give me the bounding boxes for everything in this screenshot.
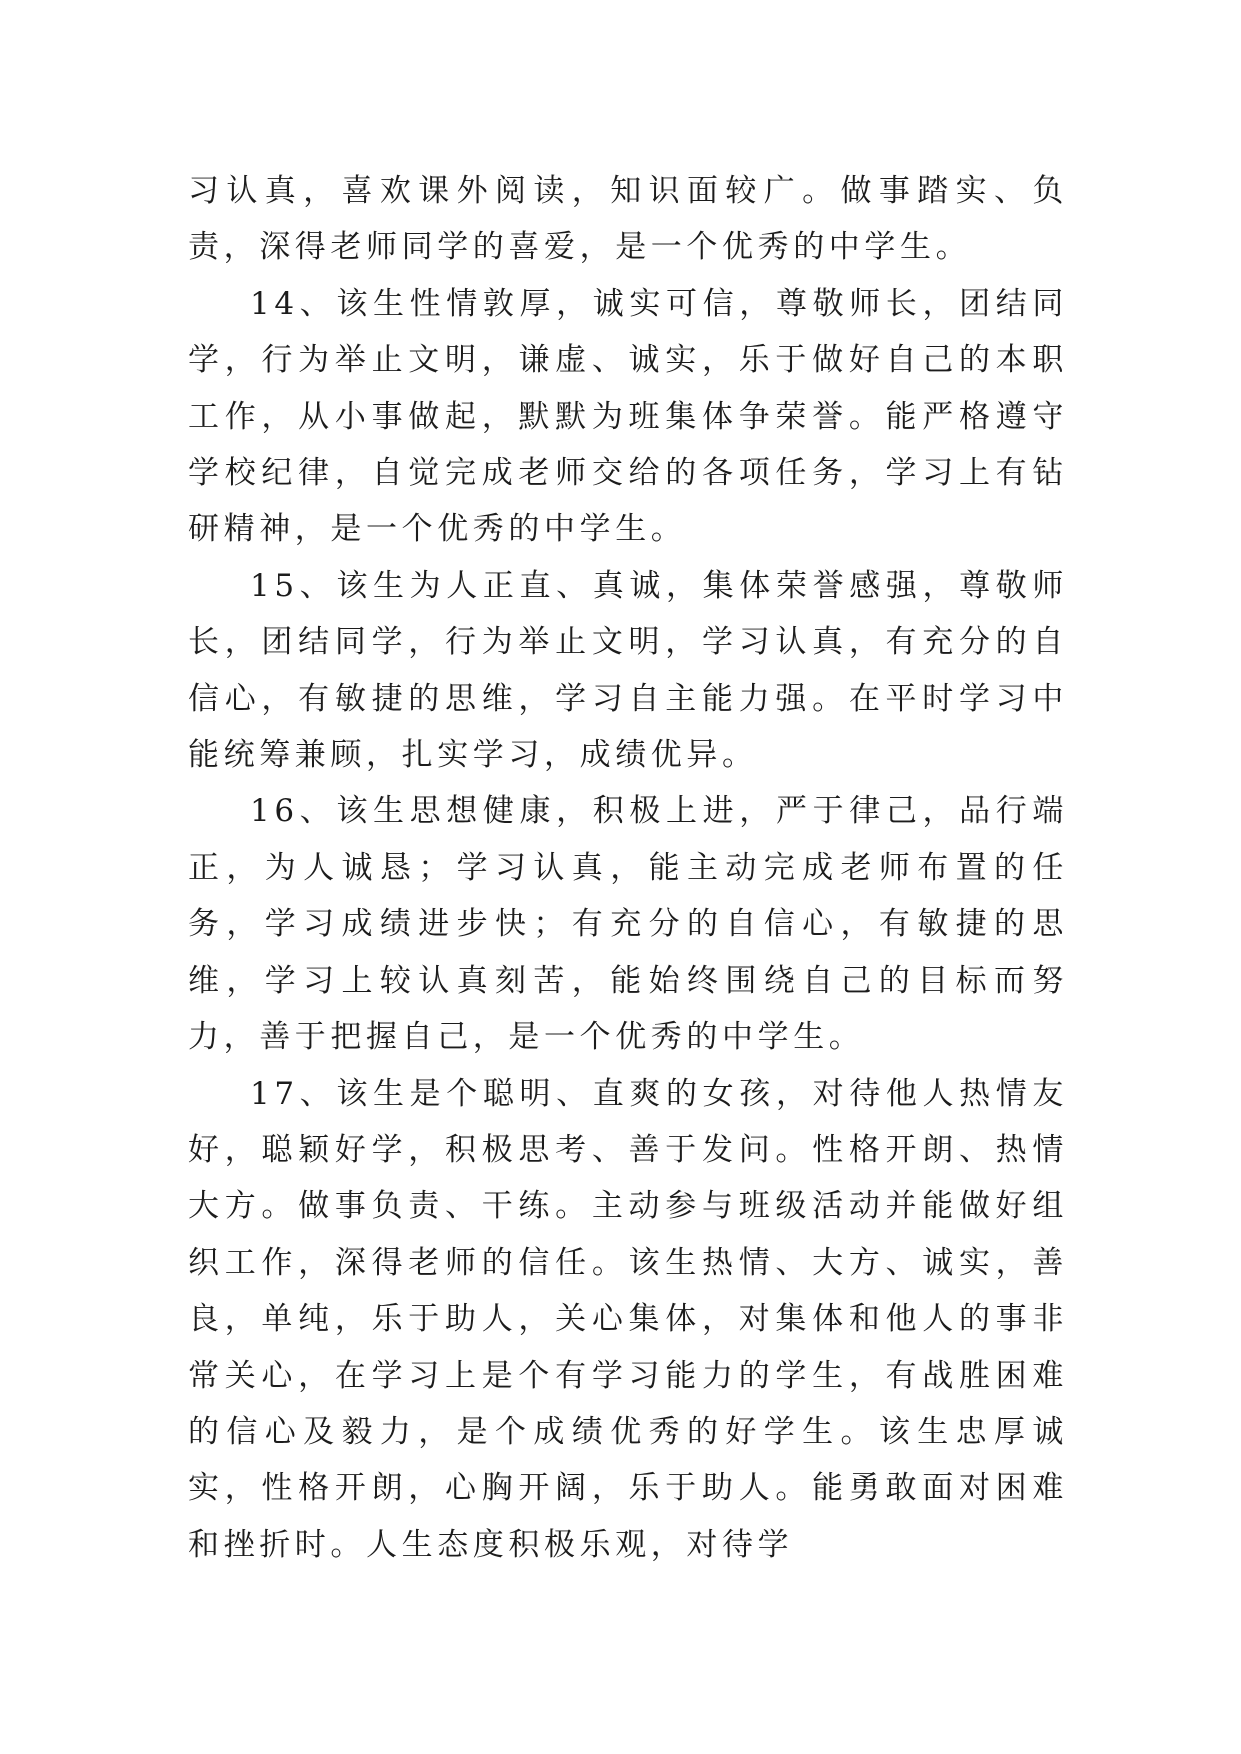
paragraph-15: 15、该生为人正直、真诚，集体荣誉感强，尊敬师长，团结同学，行为举止文明，学习认真，有充分的自信心，有敏捷的思维，学习自主能力强。在平时学习中能统筹兼顾，扎实学习，成绩优异。: [188, 567, 1068, 774]
paragraph-17: 17、该生是个聪明、直爽的女孩，对待他人热情友好，聪颖好学，积极思考、善于发问。性格开朗、热情大方。做事负责、干练。主动参与班级活动并能做好组织工作，深得老师的信任。该生热情、大方、诚实，善良，单纯，乐于助人，关心集体，对集体和他人的事非常关心，在学习上是个有学习能力的学生，有战胜困难的信心及毅力，是个成绩优秀的好学生。该生忠厚诚实，性格开朗，心胸开阔，乐于助人。能勇敢面对困难和挫折时。人生态度积极乐观，对待学: [188, 1075, 1068, 1563]
document-body: [188, 163, 1068, 1573]
paragraph-14: 14、该生性情敦厚，诚实可信，尊敬师长，团结同学，行为举止文明，谦虚、诚实，乐于做好自己的本职工作，从小事做起，默默为班集体争荣誉。能严格遵守学校纪律，自觉完成老师交给的各项任务，学习上有钻研精神，是一个优秀的中学生。: [188, 285, 1068, 548]
paragraph-13-continuation: 习认真，喜欢课外阅读，知识面较广。做事踏实、负责，深得老师同学的喜爱，是一个优秀的中学生。: [188, 173, 1068, 266]
paragraph-16: 16、该生思想健康，积极上进，严于律己，品行端正，为人诚恳；学习认真，能主动完成老师布置的任务，学习成绩进步快；有充分的自信心，有敏捷的思维，学习上较认真刻苦，能始终围绕自己的目标而努力，善于把握自己，是一个优秀的中学生。: [188, 793, 1068, 1056]
